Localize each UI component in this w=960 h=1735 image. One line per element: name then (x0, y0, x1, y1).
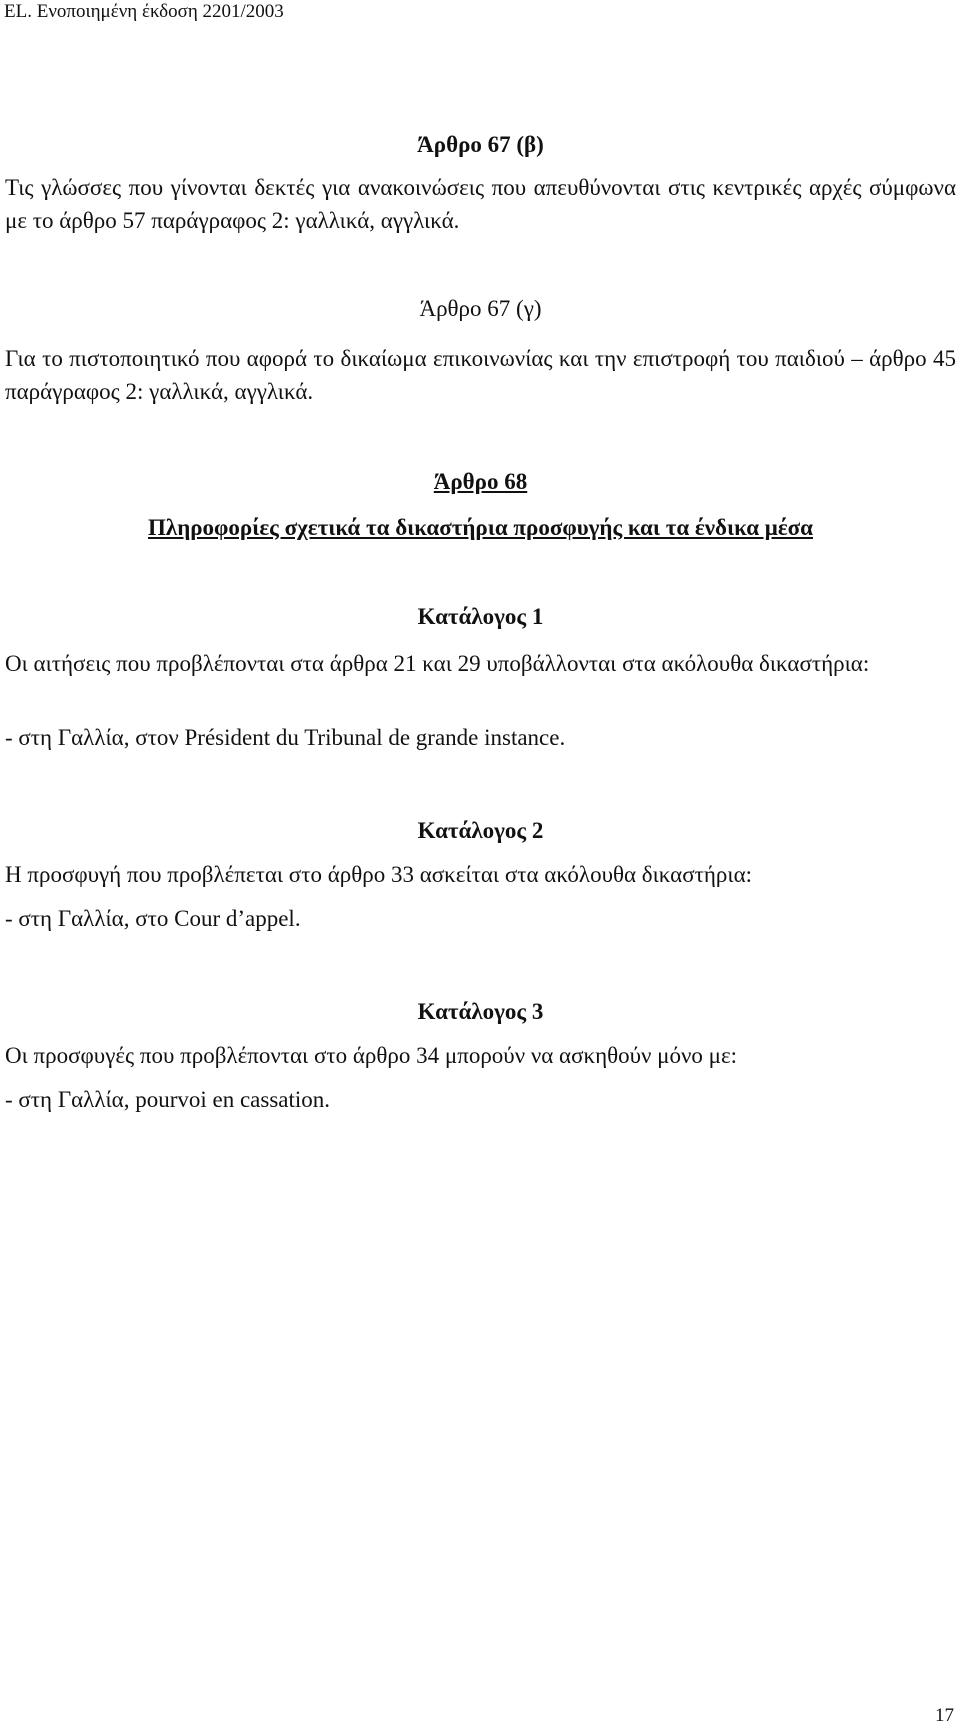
list-1-text: Οι αιτήσεις που προβλέπονται στα άρθρα 21 και 29 υποβάλλονται στα ακόλουθα δικαστήρια: (5, 651, 870, 676)
list-2-item: - στη Γαλλία, στο Cour d’appel. (5, 906, 301, 931)
page-number: 17 (935, 1705, 954, 1726)
article-67c-text: Για το πιστοποιητικό που αφορά το δικαίωμα επικοινωνίας και την επιστροφή του παιδιού – άρθρο 45 παράγραφος 2: γαλλικά, αγγλικά. (5, 346, 956, 404)
article-67b-title: Άρθρο 67 (β) (417, 132, 544, 157)
article-67c-title: Άρθρο 67 (γ) (419, 296, 542, 321)
document-header: EL. Ενοποιημένη έκδοση 2201/2003 (4, 1, 284, 22)
article-68-subtitle: Πληροφορίες σχετικά τα δικαστήρια προσφυγής και τα ένδικα μέσα (148, 515, 813, 540)
article-67b-text: Τις γλώσσες που γίνονται δεκτές για ανακοινώσεις που απευθύνονται στις κεντρικές αρχές σύμφωνα με το άρθρο 57 παράγραφος 2: γαλλικά, αγγλικά. (5, 175, 956, 233)
list-3-text: Οι προσφυγές που προβλέπονται στο άρθρο 34 μπορούν να ασκηθούν μόνο με: (5, 1043, 738, 1068)
list-3-item: - στη Γαλλία, pourvoi en cassation. (5, 1087, 331, 1112)
list-1-title: Κατάλογος 1 (417, 604, 544, 629)
list-2-title: Κατάλογος 2 (417, 818, 544, 843)
list-3-title: Κατάλογος 3 (417, 999, 544, 1024)
list-2-text: Η προσφυγή που προβλέπεται στο άρθρο 33 ασκείται στα ακόλουθα δικαστήρια: (5, 862, 753, 887)
list-1-item: - στη Γαλλία, στον Président du Tribunal de grande instance. (5, 725, 566, 750)
article-68-title: Άρθρο 68 (433, 469, 528, 494)
